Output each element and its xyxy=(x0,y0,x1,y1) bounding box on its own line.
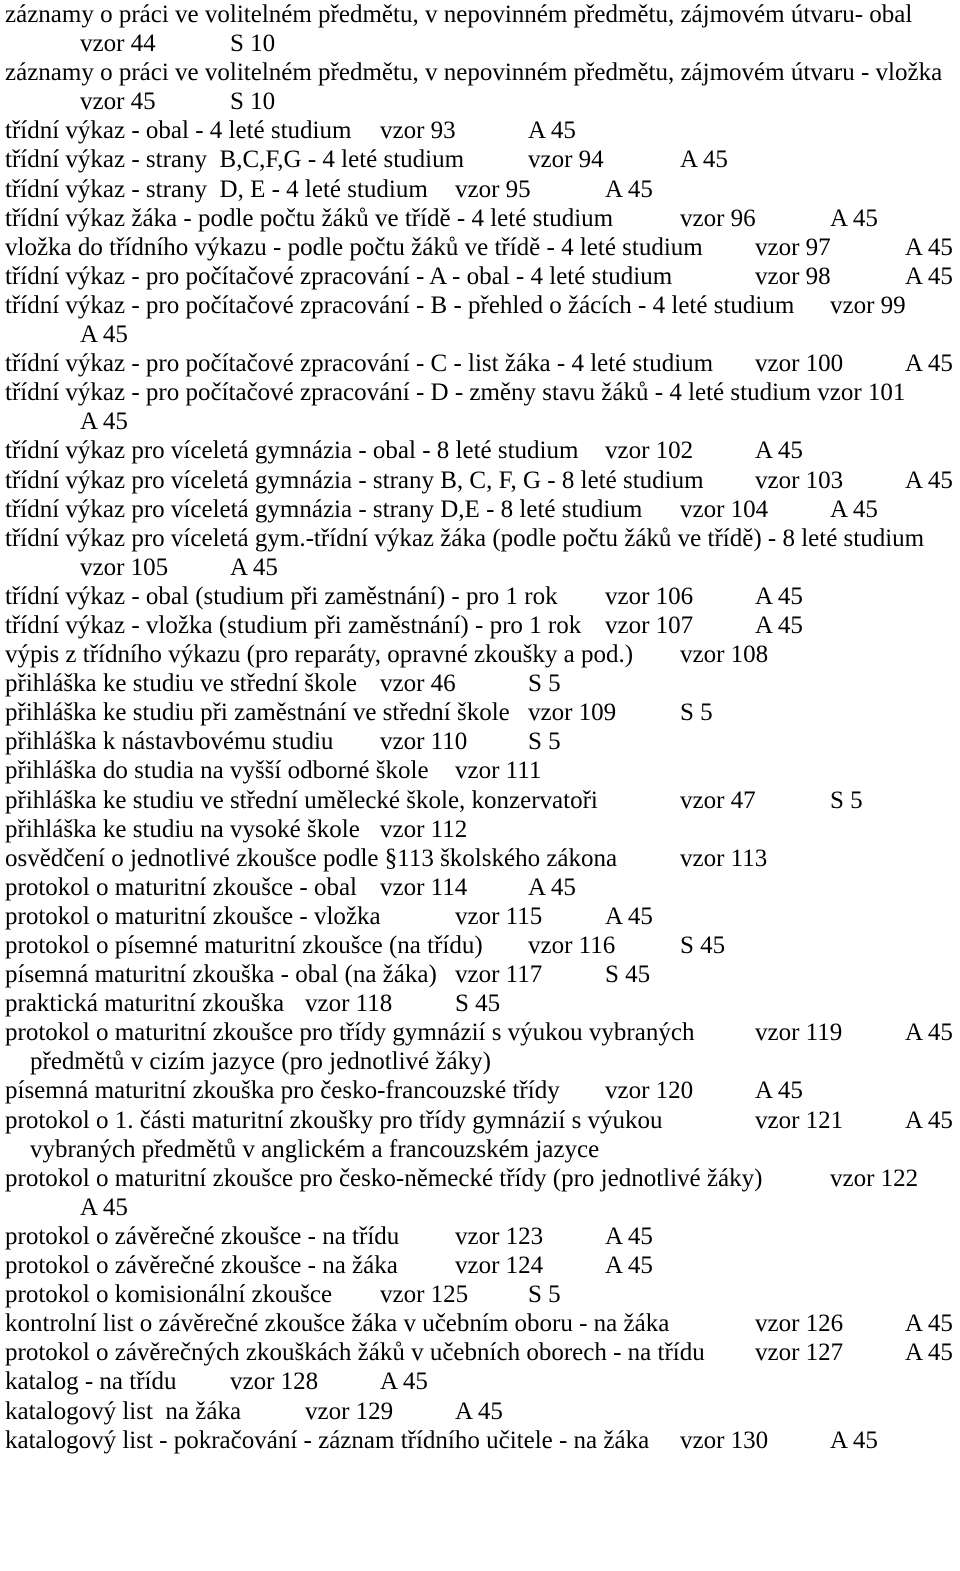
form-entry xyxy=(0,524,960,582)
form-number: vzor 98 xyxy=(755,262,831,290)
form-title: přihláška do studia na vyšší odborné škole xyxy=(5,757,429,785)
form-code: A 45 xyxy=(528,117,576,145)
form-number: vzor 114 xyxy=(380,873,468,901)
form-number: vzor 100 xyxy=(755,350,844,378)
form-entry xyxy=(0,1222,960,1251)
form-title: písemná maturitní zkouška - obal (na žáka) xyxy=(5,961,437,989)
form-entry xyxy=(0,378,960,436)
form-number: vzor 101 xyxy=(817,379,906,407)
form-code: S 45 xyxy=(605,961,651,989)
list-row xyxy=(0,87,960,116)
form-number: vzor 123 xyxy=(455,1222,544,1250)
form-number: vzor 118 xyxy=(305,990,393,1018)
form-entry xyxy=(0,698,960,727)
form-number: vzor 94 xyxy=(528,146,604,174)
list-row xyxy=(0,29,960,58)
form-entry xyxy=(0,727,960,756)
form-title: třídní výkaz pro víceletá gymnázia - strany D,E - 8 leté studium xyxy=(5,495,643,523)
form-entry xyxy=(0,844,960,873)
form-title: třídní výkaz pro víceletá gymnázia - obal - 8 leté studium xyxy=(5,437,579,465)
form-title: třídní výkaz pro víceletá gym.-třídní výkaz žáka (podle počtu žáků ve třídě) - 8 leté studium xyxy=(5,524,925,552)
form-code: A 45 xyxy=(755,1077,803,1105)
form-code: A 45 xyxy=(905,1019,953,1047)
form-code: A 45 xyxy=(230,553,278,581)
form-entry xyxy=(0,873,960,902)
form-title: osvědčení o jednotlivé zkoušce podle §113 školského zákona xyxy=(5,844,618,872)
form-code: A 45 xyxy=(830,1426,878,1454)
form-entry xyxy=(0,582,960,611)
form-title: praktická maturitní zkouška xyxy=(5,990,285,1018)
form-code: S 5 xyxy=(528,1281,561,1309)
form-code: A 45 xyxy=(605,1222,653,1250)
form-entry xyxy=(0,902,960,931)
form-entry xyxy=(0,262,960,291)
form-code: A 45 xyxy=(830,204,878,232)
form-title: protokol o závěrečné zkoušce - na žáka xyxy=(5,1252,398,1280)
form-title: protokol o závěrečné zkoušce - na třídu xyxy=(5,1222,400,1250)
list-row xyxy=(0,58,960,87)
form-code: A 45 xyxy=(755,611,803,639)
form-number: vzor 113 xyxy=(680,844,768,872)
form-title: třídní výkaz - obal - 4 leté studium xyxy=(5,117,352,145)
form-number: vzor 103 xyxy=(755,466,844,494)
form-entry xyxy=(0,1338,960,1367)
form-title: protokol o maturitní zkoušce - obal xyxy=(5,873,358,901)
form-entry xyxy=(0,436,960,465)
form-entry xyxy=(0,349,960,378)
list-row xyxy=(0,320,960,349)
form-number: vzor 128 xyxy=(230,1368,319,1396)
form-number: vzor 125 xyxy=(380,1281,469,1309)
list-row xyxy=(0,1047,960,1076)
form-title: protokol o komisionální zkoušce xyxy=(5,1281,333,1309)
form-title-line xyxy=(5,378,905,407)
list-row xyxy=(0,407,960,436)
form-code: S 10 xyxy=(230,30,276,58)
form-entry xyxy=(0,58,960,116)
list-row xyxy=(0,1135,960,1164)
form-entry xyxy=(0,291,960,349)
form-number: vzor 99 xyxy=(830,291,906,319)
form-code: A 45 xyxy=(905,350,953,378)
list-row xyxy=(0,524,960,553)
form-number: vzor 124 xyxy=(455,1252,544,1280)
form-entry xyxy=(0,204,960,233)
form-code: A 45 xyxy=(80,321,128,349)
form-entry xyxy=(0,640,960,669)
form-code: A 45 xyxy=(905,1106,953,1134)
form-title: třídní výkaz - strany D, E - 4 leté studium xyxy=(5,175,428,203)
form-title: katalogový list na žáka xyxy=(5,1397,242,1425)
form-code: A 45 xyxy=(80,1193,128,1221)
form-number: vzor 121 xyxy=(755,1106,844,1134)
form-code: A 45 xyxy=(605,1252,653,1280)
form-title: třídní výkaz - vložka (studium při zaměstnání) - pro 1 rok xyxy=(5,611,582,639)
form-entry xyxy=(0,1106,960,1164)
form-entry xyxy=(0,466,960,495)
form-code: A 45 xyxy=(905,1339,953,1367)
form-number: vzor 122 xyxy=(830,1164,919,1192)
form-title: záznamy o práci ve volitelném předmětu, v nepovinném předmětu, zájmovém útvaru- obal xyxy=(5,1,913,28)
form-entry xyxy=(0,1251,960,1280)
form-number: vzor 47 xyxy=(680,786,756,814)
form-code: S 5 xyxy=(680,699,713,727)
form-entry xyxy=(0,1397,960,1426)
form-number: vzor 107 xyxy=(605,611,694,639)
form-title: písemná maturitní zkouška pro česko-francouzské třídy xyxy=(5,1077,560,1105)
form-number: vzor 44 xyxy=(80,30,156,58)
form-number: vzor 93 xyxy=(380,117,456,145)
form-number: vzor 117 xyxy=(455,961,543,989)
form-entry xyxy=(0,931,960,960)
form-entry xyxy=(0,0,960,58)
form-code: A 45 xyxy=(380,1368,428,1396)
form-entry xyxy=(0,175,960,204)
list-row xyxy=(0,1018,960,1047)
form-number: vzor 106 xyxy=(605,582,694,610)
form-code: S 45 xyxy=(455,990,501,1018)
form-entry xyxy=(0,815,960,844)
form-title: katalogový list - pokračování - záznam třídního učitele - na žáka xyxy=(5,1426,650,1454)
form-entry xyxy=(0,960,960,989)
form-code: A 45 xyxy=(905,466,953,494)
form-number: vzor 46 xyxy=(380,670,456,698)
form-code: A 45 xyxy=(605,902,653,930)
form-number: vzor 127 xyxy=(755,1339,844,1367)
form-entry xyxy=(0,1164,960,1222)
form-title: katalog - na třídu xyxy=(5,1368,177,1396)
list-row xyxy=(0,1106,960,1135)
form-number: vzor 115 xyxy=(455,902,543,930)
list-row xyxy=(0,291,960,320)
form-code: S 5 xyxy=(528,670,561,698)
form-entry xyxy=(0,1076,960,1105)
form-code: A 45 xyxy=(905,233,953,261)
form-title: přihláška ke studiu ve střední umělecké škole, konzervatoři xyxy=(5,786,598,814)
form-title: protokol o písemné maturitní zkoušce (na třídu) xyxy=(5,932,483,959)
form-number: vzor 96 xyxy=(680,204,756,232)
form-number: vzor 102 xyxy=(605,437,694,465)
form-title-continuation: vybraných předmětů v anglickém a francouzském jazyce xyxy=(30,1135,600,1163)
form-entry xyxy=(0,786,960,815)
form-code: A 45 xyxy=(830,495,878,523)
form-title: třídní výkaz - strany B,C,F,G - 4 leté studium xyxy=(5,146,465,174)
form-number: vzor 110 xyxy=(380,728,468,756)
form-entry xyxy=(0,1018,960,1076)
form-number: vzor 120 xyxy=(605,1077,694,1105)
form-title: přihláška ke studiu při zaměstnání ve střední škole xyxy=(5,699,510,727)
form-entry xyxy=(0,669,960,698)
form-title: vložka do třídního výkazu - podle počtu žáků ve třídě - 4 leté studium xyxy=(5,233,703,261)
list-row xyxy=(0,378,960,407)
form-title: protokol o maturitní zkoušce pro třídy gymnázií s výukou vybraných xyxy=(5,1019,695,1047)
form-entry xyxy=(0,989,960,1018)
form-code: S 45 xyxy=(680,932,726,959)
form-code: S 5 xyxy=(830,786,863,814)
form-number: vzor 119 xyxy=(755,1019,843,1047)
form-number: vzor 108 xyxy=(680,641,769,669)
form-code: A 45 xyxy=(528,873,576,901)
form-entry xyxy=(0,233,960,262)
form-number: vzor 112 xyxy=(380,815,468,843)
form-title: přihláška ke studiu ve střední škole xyxy=(5,670,358,698)
form-number: vzor 45 xyxy=(80,88,156,116)
list-row xyxy=(0,0,960,29)
form-title: záznamy o práci ve volitelném předmětu, v nepovinném předmětu, zájmovém útvaru - vložka xyxy=(5,59,943,87)
form-title: třídní výkaz - pro počítačové zpracování - A - obal - 4 leté studium xyxy=(5,262,673,290)
form-title: třídní výkaz - pro počítačové zpracování - D - změny stavu žáků - 4 leté studium xyxy=(5,379,811,407)
form-entry xyxy=(0,116,960,145)
form-title: protokol o maturitní zkoušce pro česko-německé třídy (pro jednotlivé žáky) xyxy=(5,1164,763,1192)
form-title-continuation: předmětů v cizím jazyce (pro jednotlivé žáky) xyxy=(30,1048,491,1076)
form-entry xyxy=(0,495,960,524)
form-title: třídní výkaz - obal (studium při zaměstnání) - pro 1 rok xyxy=(5,582,558,610)
form-number: vzor 109 xyxy=(528,699,617,727)
list-row xyxy=(0,1193,960,1222)
list-row xyxy=(0,553,960,582)
form-title: protokol o 1. části maturitní zkoušky pro třídy gymnázií s výukou xyxy=(5,1106,663,1134)
form-entry xyxy=(0,145,960,174)
form-code: A 45 xyxy=(455,1397,503,1425)
form-number: vzor 130 xyxy=(680,1426,769,1454)
form-number: vzor 105 xyxy=(80,553,169,581)
form-title: kontrolní list o závěrečné zkoušce žáka v učebním oboru - na žáka xyxy=(5,1310,670,1338)
form-entry xyxy=(0,1426,960,1455)
list-row xyxy=(0,1164,960,1193)
form-code: A 45 xyxy=(605,175,653,203)
form-entry xyxy=(0,611,960,640)
form-entry xyxy=(0,1367,960,1396)
form-title: výpis z třídního výkazu (pro reparáty, opravné zkoušky a pod.) xyxy=(5,641,634,669)
form-title: přihláška k nástavbovému studiu xyxy=(5,728,334,756)
form-number: vzor 95 xyxy=(455,175,531,203)
form-title: třídní výkaz - pro počítačové zpracování - B - přehled o žácích - 4 leté studium xyxy=(5,291,795,319)
form-code: A 45 xyxy=(755,582,803,610)
form-code: A 45 xyxy=(905,1310,953,1338)
form-number: vzor 116 xyxy=(528,932,616,959)
form-title: protokol o závěrečných zkouškách žáků v učebních oborech - na třídu xyxy=(5,1339,705,1367)
form-number: vzor 104 xyxy=(680,495,769,523)
form-code: A 45 xyxy=(80,408,128,436)
form-code: A 45 xyxy=(755,437,803,465)
form-code: A 45 xyxy=(905,262,953,290)
form-code: S 10 xyxy=(230,88,276,116)
form-title: protokol o maturitní zkoušce - vložka xyxy=(5,902,381,930)
form-title: třídní výkaz žáka - podle počtu žáků ve třídě - 4 leté studium xyxy=(5,204,614,232)
form-entry xyxy=(0,1309,960,1338)
form-title: třídní výkaz - pro počítačové zpracování - C - list žáka - 4 leté studium xyxy=(5,350,714,378)
form-title: přihláška ke studiu na vysoké škole xyxy=(5,815,360,843)
form-entry xyxy=(0,756,960,785)
form-title: třídní výkaz pro víceletá gymnázia - strany B, C, F, G - 8 leté studium xyxy=(5,466,704,494)
form-code: A 45 xyxy=(680,146,728,174)
form-number: vzor 97 xyxy=(755,233,831,261)
form-code: S 5 xyxy=(528,728,561,756)
form-number: vzor 126 xyxy=(755,1310,844,1338)
form-entry xyxy=(0,1280,960,1309)
form-number: vzor 111 xyxy=(455,757,542,785)
form-number: vzor 129 xyxy=(305,1397,394,1425)
